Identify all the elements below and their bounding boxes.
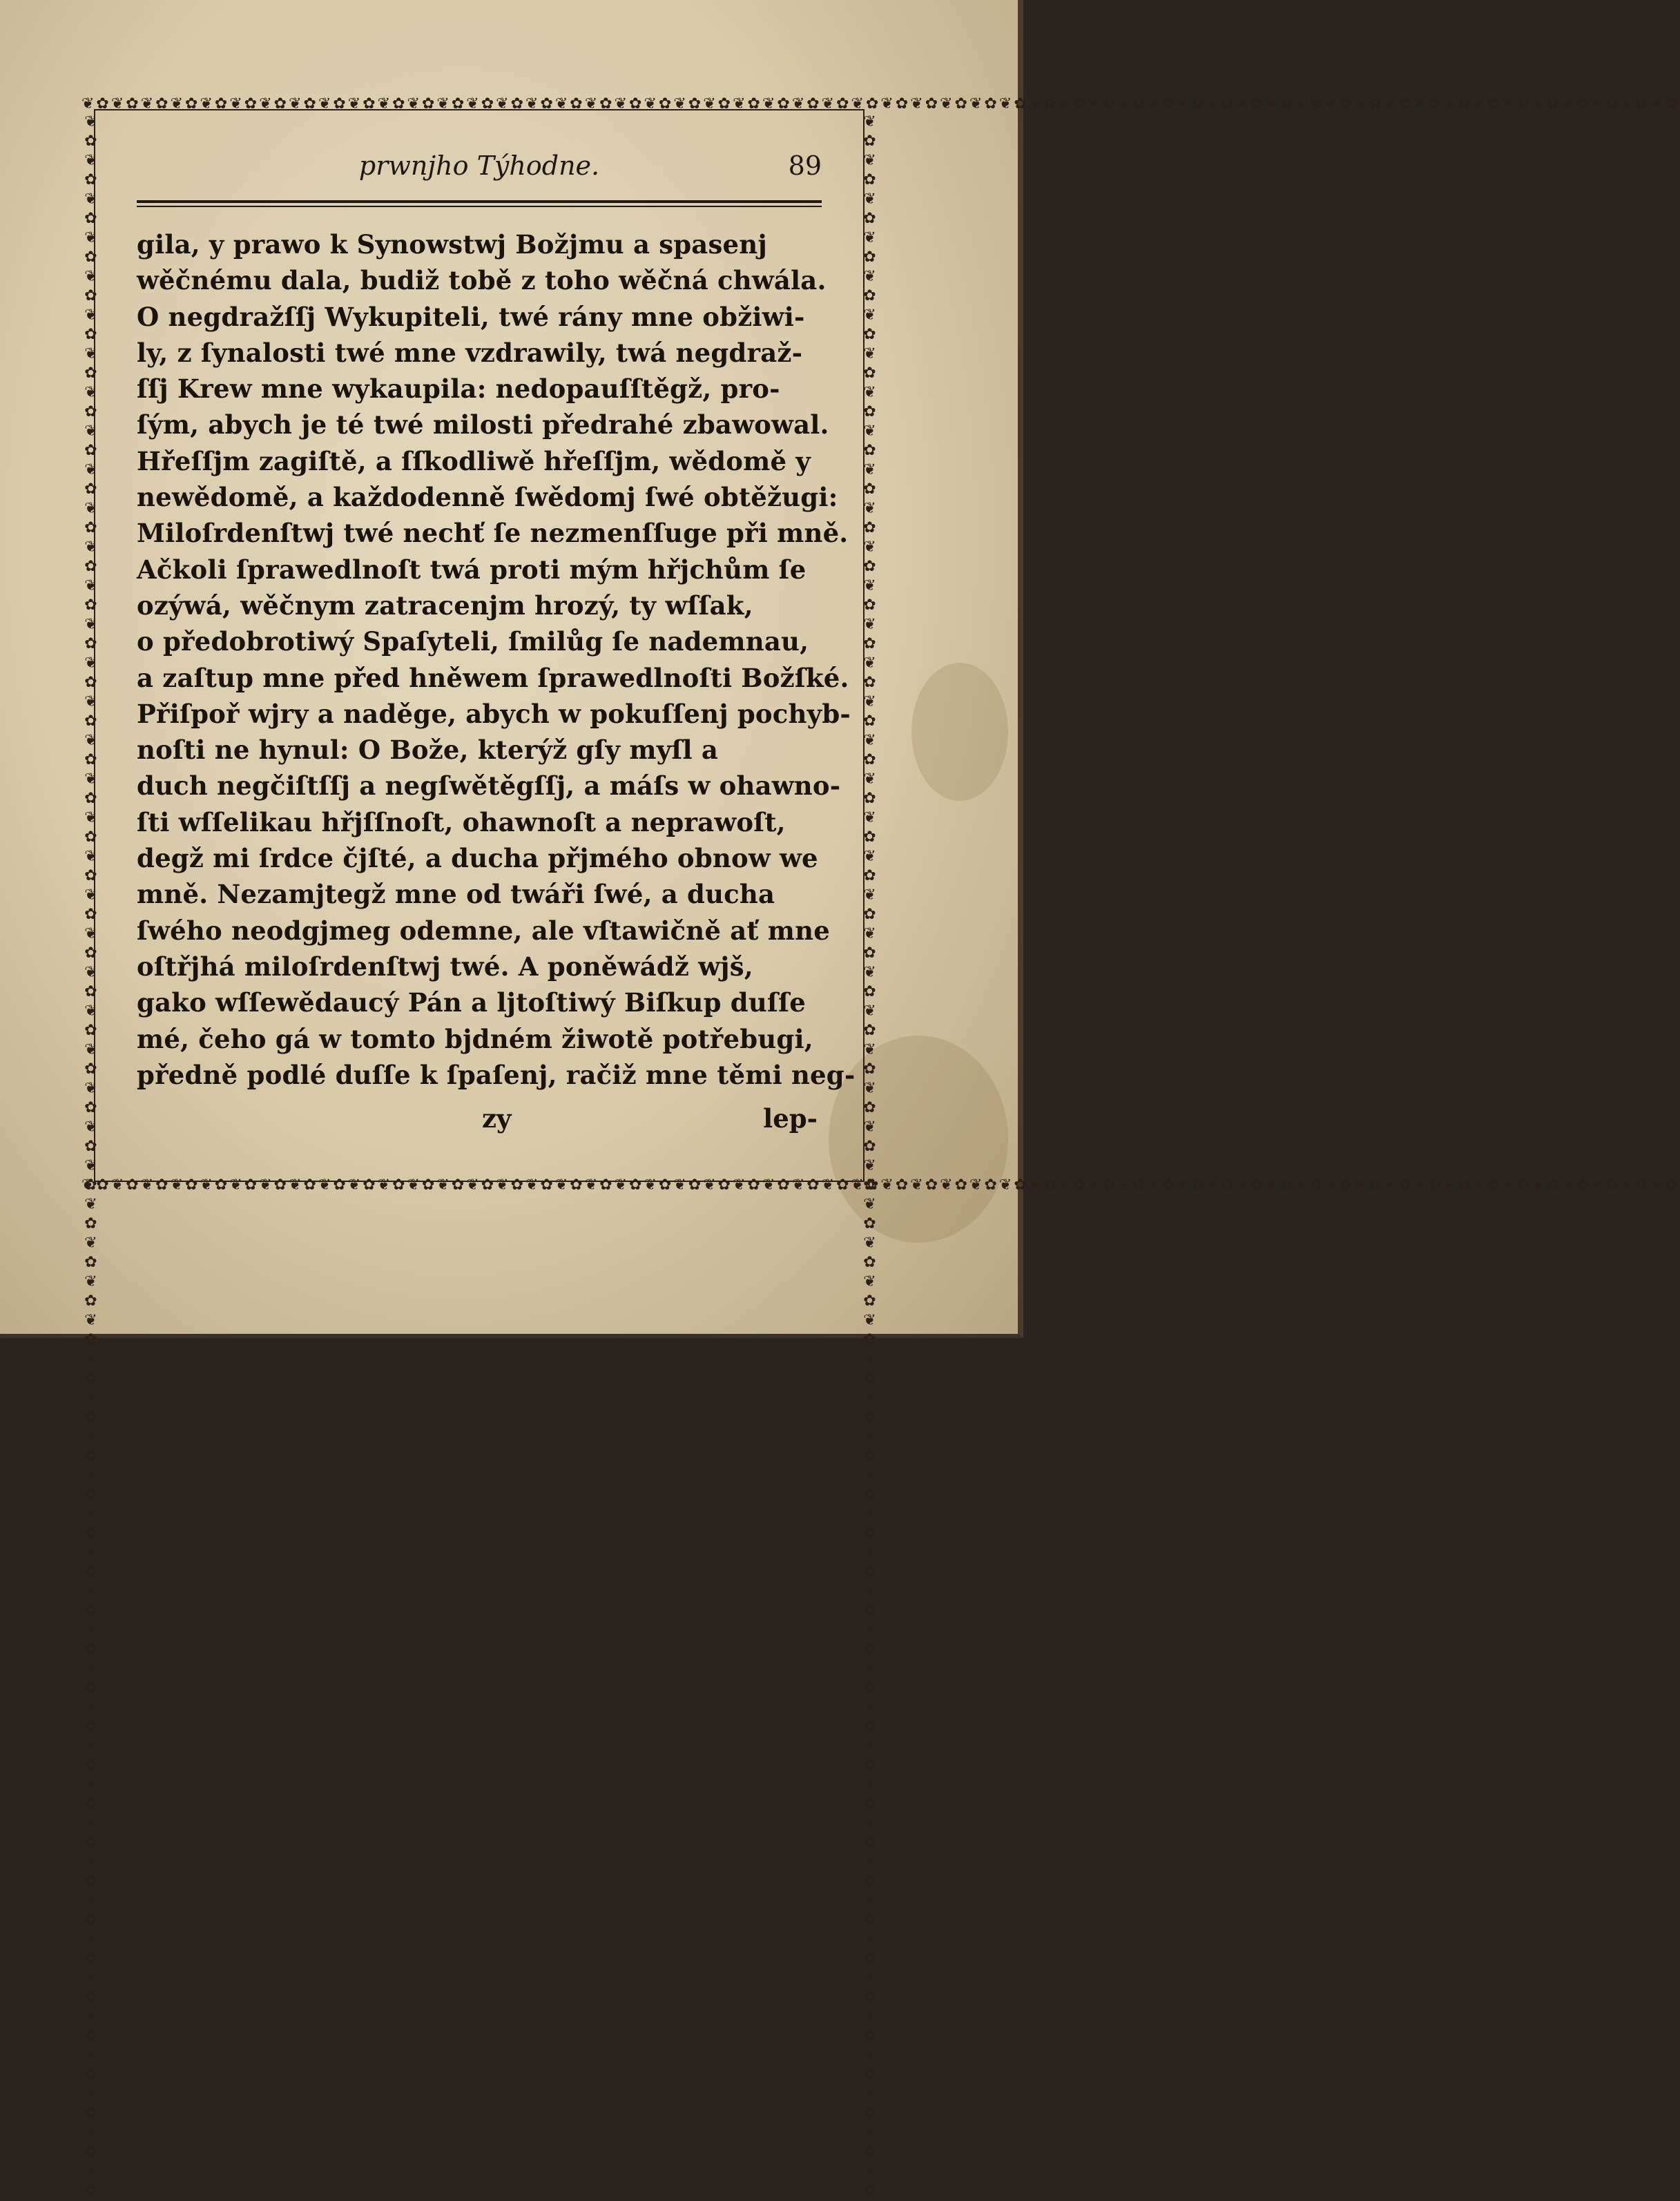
signature-mark: zy [482, 1103, 512, 1134]
text-line: o předobrotiwý Spaſyteli, ſmilůg ſe nademnau, [137, 626, 809, 657]
text-line: ſſj Krew mne wykaupila: nedopauſſtěgž, pro- [137, 374, 780, 405]
text-line: a zaſtup mne před hněwem ſprawedlnoſti Božſké. [137, 662, 849, 693]
border-ornament-bottom: ❦✿❦✿❦✿❦✿❦✿❦✿❦✿❦✿❦✿❦✿❦✿❦✿❦✿❦✿❦✿❦✿❦✿❦✿❦✿❦✿❦✿❦✿❦✿❦✿❦✿❦✿❦✿❦✿❦✿❦✿❦✿❦✿❦✿❦✿❦✿❦✿❦✿❦✿❦✿❦✿❦✿❦✿❦✿❦✿❦✿❦✿❦✿❦✿❦✿❦✿❦✿❦✿❦✿❦✿ [81, 1176, 1680, 1194]
body-text [137, 226, 856, 1093]
catchword: lep- [763, 1103, 818, 1134]
text-line: noſti ne hynul: O Bože, kterýž gſy myſl a [137, 735, 719, 766]
text-line: ozýwá, wěčnym zatracenjm hrozý, ty wſſak, [137, 590, 753, 621]
border-ornament-top: ❦✿❦✿❦✿❦✿❦✿❦✿❦✿❦✿❦✿❦✿❦✿❦✿❦✿❦✿❦✿❦✿❦✿❦✿❦✿❦✿❦✿❦✿❦✿❦✿❦✿❦✿❦✿❦✿❦✿❦✿❦✿❦✿❦✿❦✿❦✿❦✿❦✿❦✿❦✿❦✿❦✿❦✿❦✿❦✿❦✿❦✿❦✿❦✿❦✿❦✿❦✿❦✿❦✿❦✿ [81, 95, 1680, 113]
text-line: ſti wſſelikau hřjſſnoſt, ohawnoſt a neprawoſt, [137, 806, 786, 837]
border-ornament-left: ❦✿❦✿❦✿❦✿❦✿❦✿❦✿❦✿❦✿❦✿❦✿❦✿❦✿❦✿❦✿❦✿❦✿❦✿❦✿❦✿❦✿❦✿❦✿❦✿❦✿❦✿❦✿❦✿❦✿❦✿❦✿❦✿❦✿❦✿❦✿❦✿❦✿❦✿❦✿❦✿❦✿❦✿❦✿❦✿❦✿❦✿❦✿❦✿❦✿❦✿❦✿❦✿❦✿❦✿ [82, 113, 99, 2201]
text-line: ſým, abych je té twé milosti předrahé zbawowal. [137, 409, 829, 440]
text-line: Hřeſſjm zagiſtě, a ſſkodliwě hřeſſjm, wědomě y [137, 445, 811, 476]
text-line: Přiſpoř wjry a naděge, abych w pokuſſenj pochyb- [137, 698, 851, 729]
catchline [137, 1103, 827, 1138]
text-line: ly, z ſynalosti twé mne vzdrawily, twá negdraž- [137, 337, 803, 368]
text-line: gila, y prawo k Synowstwj Božjmu a spasenj [137, 229, 767, 260]
ornamental-border [81, 95, 1680, 2201]
text-line: mně. Nezamjtegž mne od twáři ſwé, a ducha [137, 879, 775, 910]
text-line: newědomě, a každodenně ſwědomj ſwé obtěžugi: [137, 482, 838, 513]
text-line: gako wſſewědaucý Pán a ljtoſtiwý Biſkup duſſe [137, 987, 806, 1018]
header-rule [137, 200, 822, 207]
text-line: mé, čeho gá w tomto bjdném žiwotě potřebugi, [137, 1023, 813, 1054]
text-line: Ačkoli ſprawedlnoſt twá proti mým hřjchům ſe [137, 554, 807, 585]
text-line: wěčnému dala, budiž tobě z toho wěčná chwála. [137, 265, 827, 296]
border-ornament-right: ❦✿❦✿❦✿❦✿❦✿❦✿❦✿❦✿❦✿❦✿❦✿❦✿❦✿❦✿❦✿❦✿❦✿❦✿❦✿❦✿❦✿❦✿❦✿❦✿❦✿❦✿❦✿❦✿❦✿❦✿❦✿❦✿❦✿❦✿❦✿❦✿❦✿❦✿❦✿❦✿❦✿❦✿❦✿❦✿❦✿❦✿❦✿❦✿❦✿❦✿❦✿❦✿❦✿❦✿ [861, 113, 878, 2201]
page-number: 89 [788, 151, 822, 181]
text-line: ſwého neodgjmeg odemne, ale vſtawičně ať mne [137, 915, 830, 946]
text-line: oſtřjhá miloſrdenſtwj twé. A poněwádž wjš, [137, 951, 753, 982]
text-line: Miloſrdenſtwj twé nechť ſe nezmenſſuge při mně. [137, 518, 849, 549]
running-title: prwnjho Týhodne. [358, 151, 600, 181]
text-line: duch negčiſtſſj a negſwětěgſſj, a máſs w ohawno- [137, 770, 841, 802]
text-line: O negdražſſj Wykupiteli, twé rány mne obžiwi- [137, 301, 805, 332]
text-line: degž mi ſrdce čjſté, a ducha přjmého obnow we [137, 843, 818, 874]
paper-stain [911, 663, 1008, 801]
page-header [137, 146, 822, 188]
text-line: předně podlé duſſe k ſpaſenj, račiž mne těmi neg- [137, 1059, 856, 1090]
